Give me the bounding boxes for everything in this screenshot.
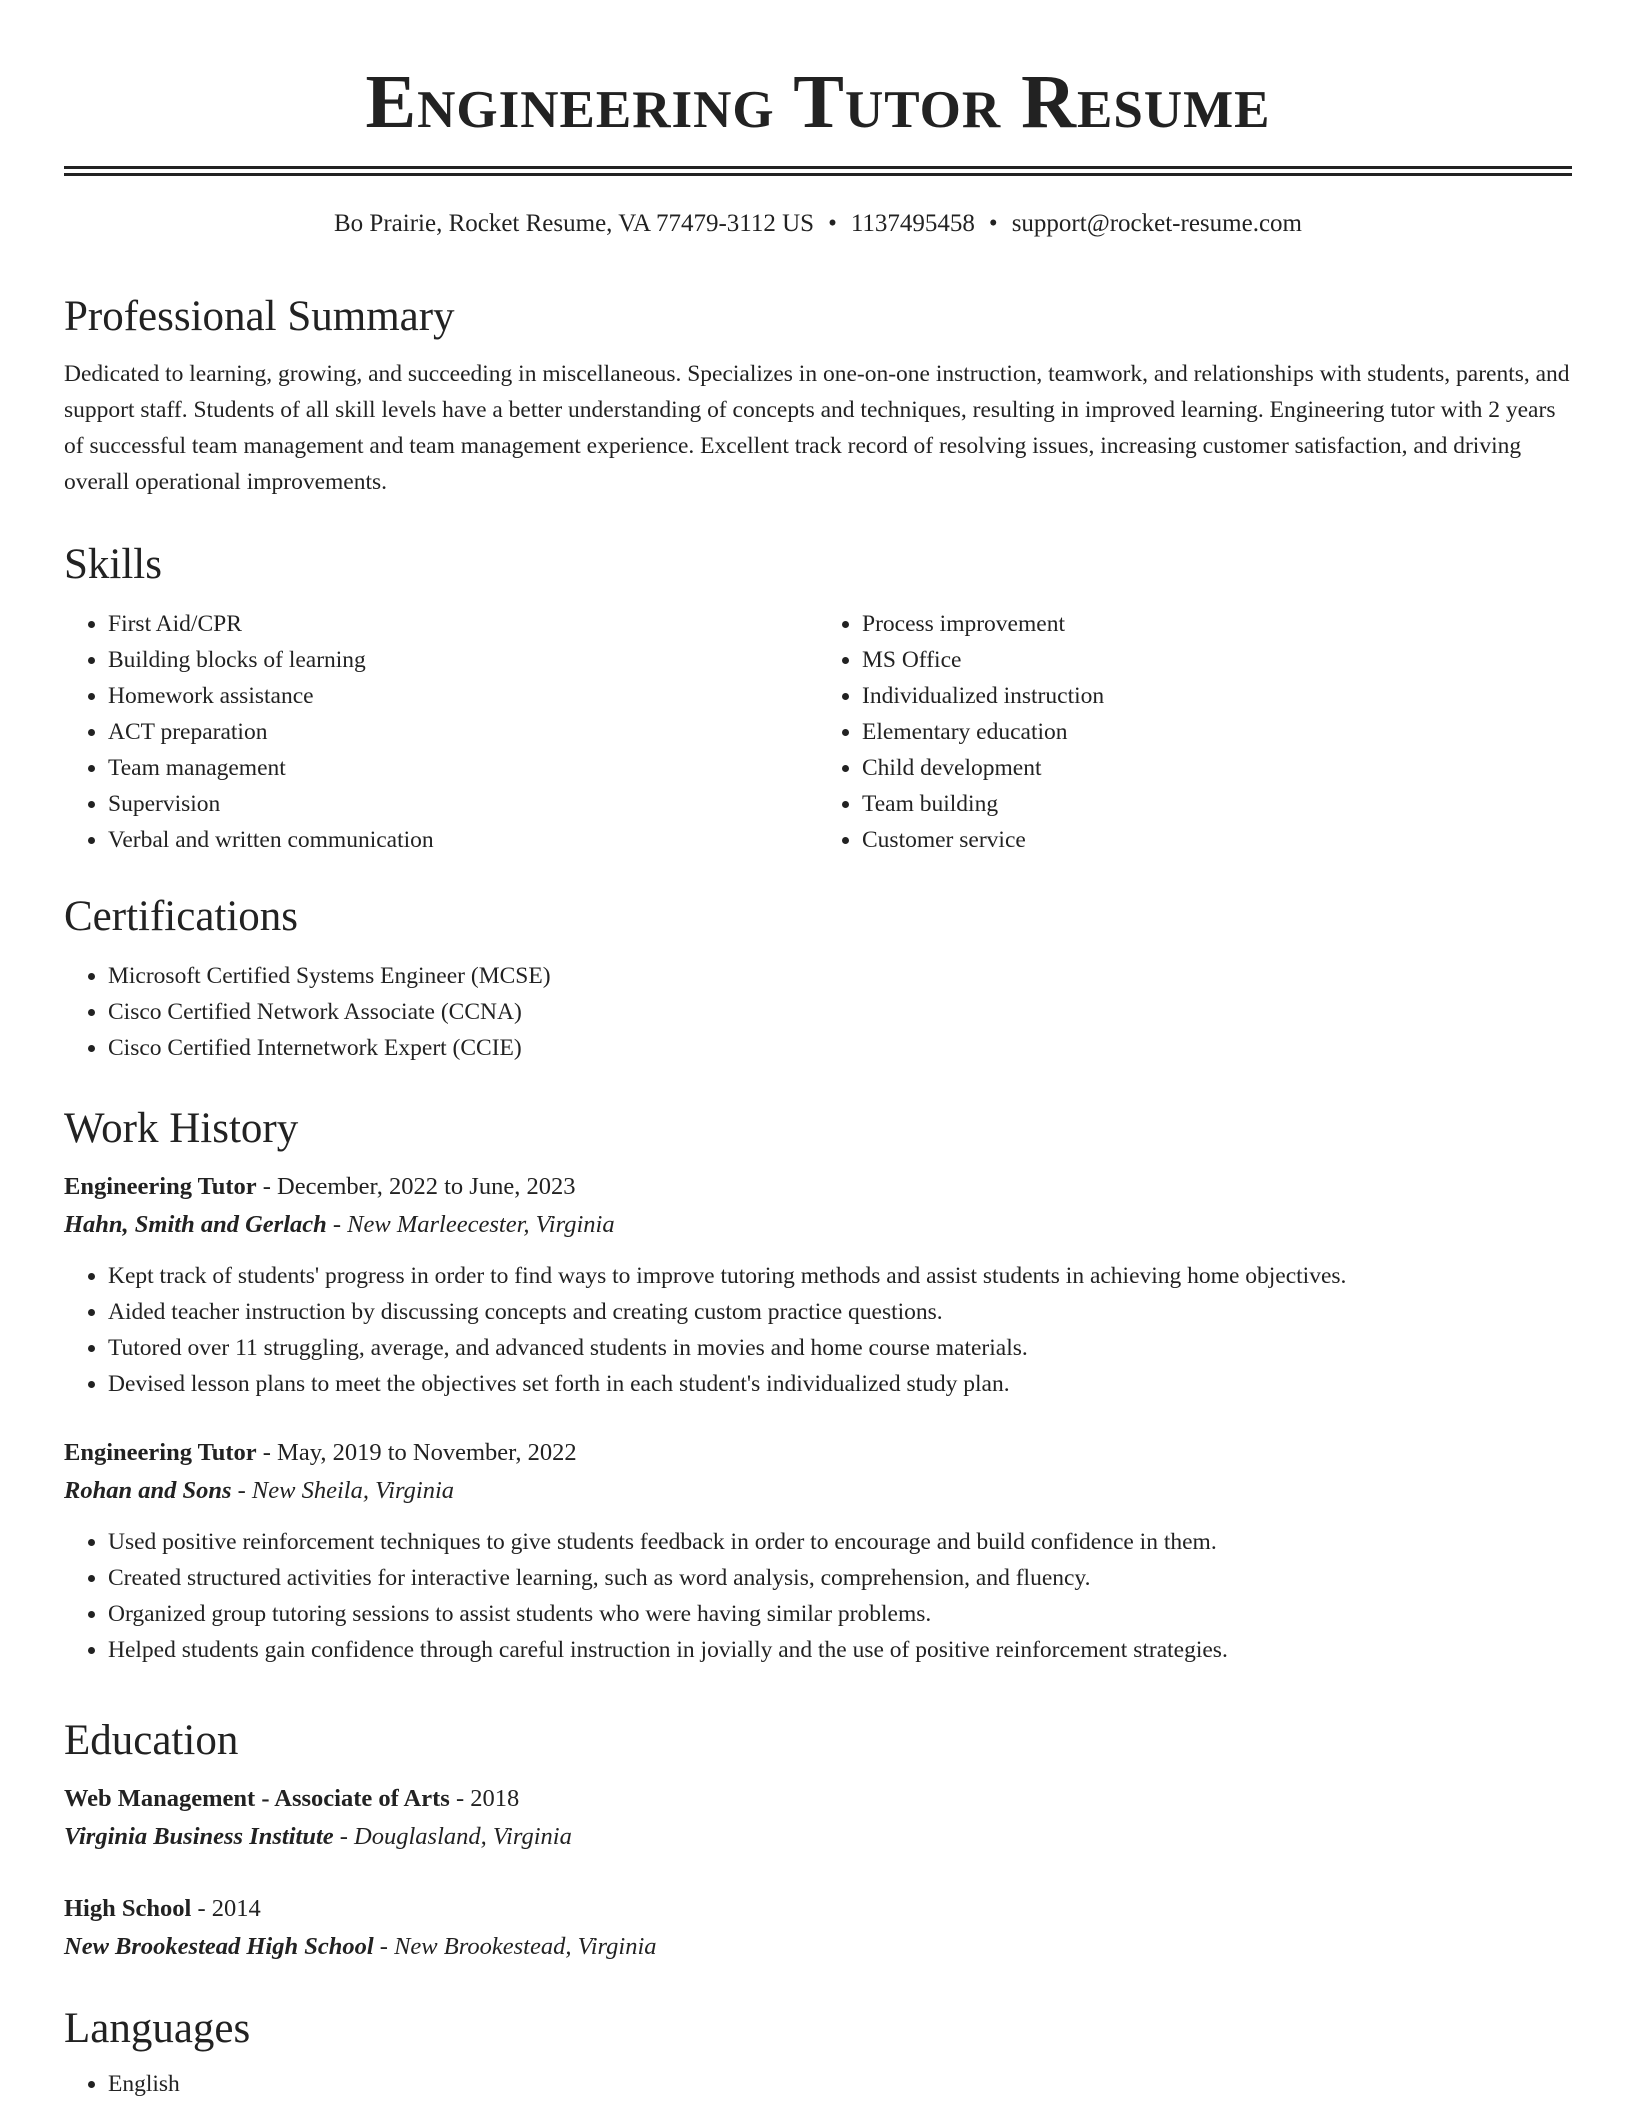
skill-item: • MS Office [862,642,1572,678]
education-header [64,1780,657,1818]
skill-item: • Individualized instruction [862,678,1572,714]
professional-summary-section [64,292,1572,500]
job-bullet: • Organized group tutoring sessions to assist students who were having similar problems. [108,1596,1572,1632]
job-title: Engineering Tutor [64,1173,257,1200]
certification-item: • Cisco Certified Internetwork Expert (CCIE) [108,1030,551,1066]
skill-item: • Verbal and written communication [108,822,818,858]
skill-item: • Team management [108,750,818,786]
job-location: - New Marleecester, Virginia [326,1211,615,1238]
education-degree: High School [64,1895,192,1922]
section-heading: Skills [64,541,162,588]
skill-item: • Process improvement [862,606,1572,642]
skill-item: • Child development [862,750,1572,786]
education-school: New Brookestead High School [64,1933,374,1960]
job-bullet: • Helped students gain confidence through careful instruction in jovially and the use of positive reinforcement strategies. [108,1632,1572,1668]
education-school-line [64,1928,657,1966]
education-year: - 2014 [191,1895,261,1922]
language-item: • English [108,2066,250,2102]
skill-item: • ACT preparation [108,714,818,750]
section-heading: Work History [64,1105,299,1152]
skill-item: • Homework assistance [108,678,818,714]
job-entry [64,1168,1572,1402]
job-bullet: • Devised lesson plans to meet the objectives set forth in each student's individualized study plan. [108,1366,1572,1402]
title-divider [64,166,1572,176]
section-heading: Education [64,1717,239,1764]
languages-list [64,2066,250,2102]
education-header [64,1890,657,1928]
contact-email[interactable]: support@rocket-resume.com [1011,210,1302,237]
job-company: Rohan and Sons [64,1477,232,1504]
contact-separator: • [828,210,837,237]
job-header [64,1168,1572,1206]
contact-address: Bo Prairie, Rocket Resume, VA 77479-3112 US [334,210,815,237]
certifications-list [64,958,551,1066]
education-year: - 2018 [449,1785,520,1812]
job-company-line [64,1472,1572,1510]
education-section [64,1716,657,1966]
skill-item: • Customer service [862,822,1572,858]
skill-item: • Supervision [108,786,818,822]
summary-text: Dedicated to learning, growing, and succeeding in miscellaneous. Specializes in one-on-one instruction, teamwork, and relationships with students, parents, and support staff. Students of all skill levels have a better understanding of concepts and techniques, resulting in improved learning. Engineering tutor with 2 years of successful team management and team management experience. Excellent track record of resolving issues, increasing customer satisfaction, and driving overall operational improvements. [64,361,1570,495]
education-entry [64,1890,657,1966]
skills-columns [64,606,1572,858]
skills-section [64,540,1572,858]
job-title: Engineering Tutor [64,1439,257,1466]
contact-phone: 1137495458 [850,210,975,237]
certification-item: • Microsoft Certified Systems Engineer (MCSE) [108,958,551,994]
contact-line [64,208,1572,240]
work-history-section [64,1104,1572,1668]
job-header [64,1434,1572,1472]
education-school: Virginia Business Institute [64,1823,334,1850]
job-bullet: • Tutored over 11 struggling, average, and advanced students in movies and home course materials. [108,1330,1572,1366]
job-location: - New Sheila, Virginia [231,1477,455,1504]
certification-item: • Cisco Certified Network Associate (CCNA) [108,994,551,1030]
section-heading: Professional Summary [64,293,455,340]
education-degree: Web Management - Associate of Arts [64,1785,450,1812]
section-heading: Certifications [64,893,299,940]
job-bullet: • Created structured activities for interactive learning, such as word analysis, comprehension, and fluency. [108,1560,1572,1596]
skill-item: • Team building [862,786,1572,822]
contact-separator: • [988,210,998,237]
skills-list-left [64,606,818,858]
education-entry [64,1780,657,1856]
job-bullets [64,1524,1572,1668]
job-bullet: • Kept track of students' progress in order to find ways to improve tutoring methods and assist students in achieving home objectives. [108,1258,1572,1294]
skills-list-right [818,606,1572,858]
job-dates: - December, 2022 to June, 2023 [256,1173,576,1200]
job-company-line [64,1206,1572,1244]
resume-page [64,0,1572,2097]
job-bullet: • Used positive reinforcement techniques to give students feedback in order to encourage and build confidence in them. [108,1524,1572,1560]
education-school-line [64,1818,657,1856]
education-location: - Douglasland, Virginia [333,1823,572,1850]
skill-item: • First Aid/CPR [108,606,818,642]
section-heading: Languages [64,2005,251,2052]
certifications-section [64,892,551,1066]
job-bullets [64,1258,1572,1402]
resume-title: Engineering Tutor Resume [365,60,1271,144]
skill-item: • Elementary education [862,714,1572,750]
job-bullet: • Aided teacher instruction by discussing concepts and creating custom practice questions. [108,1294,1572,1330]
languages-section [64,2004,250,2102]
job-entry [64,1434,1572,1668]
skill-item: • Building blocks of learning [108,642,818,678]
job-dates: - May, 2019 to November, 2022 [256,1439,577,1466]
job-company: Hahn, Smith and Gerlach [64,1211,327,1238]
education-location: - New Brookestead, Virginia [373,1933,657,1960]
